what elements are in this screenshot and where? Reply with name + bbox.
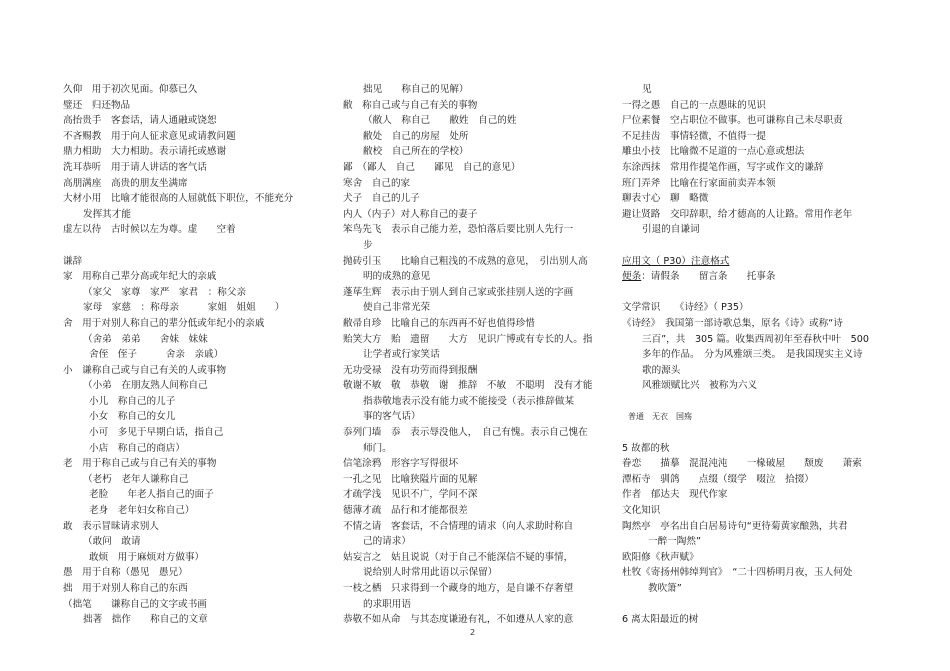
- text-line: 一孔之见 比喻狭隘片面的见解: [343, 473, 478, 485]
- text-line: （老朽 老年人谦称自己: [83, 473, 189, 485]
- text-line: 大材小用 比喻才能很高的人屈就低下职位，不能充分: [63, 193, 294, 205]
- text-line: 欧阳修《秋声赋》: [622, 551, 699, 563]
- text-line: 老身 老年妇女称自己）: [89, 505, 195, 517]
- text-line: 洗耳恭听 用于请人讲话的客气话: [63, 161, 207, 173]
- text-line: 聊表寸心 聊 略微: [622, 193, 709, 205]
- text-line: 步: [363, 239, 373, 251]
- text-line: 拙见 称自己的见解）: [363, 84, 469, 95]
- text-line: （拙笔 谦称自己的文字或书画: [63, 598, 207, 610]
- text-line: （小弟 在朋友熟人间称自己: [83, 380, 208, 392]
- text-line: 抛砖引玉 比喻自己粗浅的不成熟的意见， 引出别人高: [343, 255, 588, 267]
- text-line: 才疏学浅 见识不广，学问不深: [343, 489, 478, 501]
- text-line: 己的请求）: [363, 536, 411, 548]
- text-line: （敢问 敢请: [83, 536, 141, 548]
- text-line: 不足挂齿 事情轻微，不值得一提: [622, 130, 766, 142]
- text-line: 高朋满座 高贵的朋友坐满席: [63, 177, 188, 189]
- text-line: 小 谦称自己或与自己有关的人或事物: [63, 364, 227, 376]
- text-line: 不吝赐教 用于向人征求意见或请教问题: [63, 130, 236, 142]
- text-line: 无功受禄 没有功劳而得到报酬: [343, 364, 478, 376]
- text-line: 家母 家慈 ：称母亲 家姐 姐姐 ）: [83, 302, 285, 314]
- page-number: 2: [470, 628, 476, 637]
- text-line: 敬谢不敏 敬 恭敬 谢 推辞 不敏 不聪明 没有才能: [343, 380, 593, 392]
- text-line: 指恭敬地表示没有能力或不能接受（表示推辞做某: [363, 395, 575, 407]
- text-line: 教吹箫”: [648, 583, 682, 594]
- text-line: 敝帚自珍 比喻自己的东西再不好也值得珍惜: [343, 317, 535, 329]
- text-line: 谦辞: [63, 255, 83, 267]
- text-line: 内人（内子）对人称自己的妻子: [343, 208, 478, 220]
- text-line: 文化知识: [622, 505, 661, 517]
- text-line: （敝人 称自己 敝姓 自己的姓: [363, 115, 517, 127]
- text-line: 三百”，共 305 篇。收集西周初年至春秋中叶 500: [642, 333, 869, 345]
- text-line: 师门。: [363, 442, 392, 454]
- text-line: 敢 表示冒昧请求别人: [63, 520, 159, 532]
- text-line: 德薄才疏 品行和才能都很差: [343, 505, 468, 517]
- text-line: 拙 用于对别人称自己的东西: [63, 583, 188, 594]
- text-line: 见: [642, 84, 652, 95]
- text-line: 明的成熟的意见: [363, 271, 431, 283]
- text-line: 敝校 自己所在的学校）: [363, 146, 469, 158]
- text-line: 风雅颂赋比兴 被称为六义: [642, 380, 758, 392]
- text-line: 鼎力相助 大力相助。表示请托或感谢: [63, 146, 227, 158]
- text-line: 一枝之栖 只求得到一个藏身的地方，是自谦不存奢望: [343, 583, 574, 594]
- text-line: 6 离太阳最近的树: [622, 614, 699, 626]
- text-line: [622, 285, 902, 301]
- text-line: [63, 238, 313, 254]
- text-line: 小可 多见于早期白话，指自己: [89, 427, 224, 439]
- text-column-right: [622, 82, 902, 628]
- text-line: 敝处 自己的房屋 处所: [363, 130, 469, 142]
- text-line: 忝列门墙 忝 表示辱没他人， 自己有愧。表示自己愧在: [343, 427, 588, 439]
- text-line: 一得之愚 自己的一点愚昧的见识: [622, 99, 766, 111]
- text-line: 杜牧《寄扬州韩绰判官》 “二十四桥明月夜，玉人何处: [622, 567, 853, 579]
- text-line: 发挥其才能: [83, 208, 131, 220]
- text-line: 不情之请 客套话，不合情理的请求（向人求助时称自: [343, 520, 574, 532]
- text-line: 引退的自谦词: [642, 224, 700, 236]
- text-line: 陶然亭 亭名出自白居易诗句“更待菊黄家酿熟，共君: [622, 520, 848, 532]
- text-line: 东涂西抹 常用作提笔作画，写字或作文的谦辞: [622, 161, 824, 173]
- text-line: 使自己非常光荣: [363, 302, 431, 314]
- text-line: 小女 称自己的女儿: [89, 411, 176, 423]
- text-line: 老 用于称自己或与自己有关的事物: [63, 458, 217, 470]
- text-line: 拙著 拙作 称自己的文章: [83, 614, 208, 626]
- text-line: 文学常识 《诗经》（ P35）: [622, 302, 749, 314]
- text-line: 舍侄 侄子 舍亲 亲戚）: [89, 349, 224, 361]
- text-line: 让学者或行家笑话: [363, 349, 440, 361]
- text-line: 班门弄斧 比喻在行家面前卖弄本领: [622, 177, 776, 189]
- text-line: 普通 无衣 国殇: [628, 412, 692, 422]
- text-line: 应用文（ P30）注意格式: [622, 255, 730, 267]
- text-line: 潭柘寺 驯鸽 点缀（缀学 啜泣 拾掇）: [622, 473, 814, 485]
- text-column-middle: [343, 82, 603, 628]
- text-line: 事的客气话）: [363, 411, 421, 423]
- text-line: 贻笑大方 贻 遗留 大方 见识广博或有专长的人。指: [343, 333, 593, 345]
- text-line: 雕虫小技 比喻微不足道的一点心意或想法: [622, 146, 805, 158]
- text-line: 愚 用于自称（愚见 愚兄）: [63, 567, 188, 579]
- text-line: 犬子 自己的儿子: [343, 193, 420, 205]
- text-line: [622, 425, 902, 441]
- text-line: [622, 597, 902, 613]
- text-column-left: [63, 82, 313, 628]
- text-line: 敝 称自己或与自己有关的事物: [343, 99, 478, 111]
- text-line: 恭敬不如从命 与其态度谦逊有礼，不如遵从人家的意: [343, 614, 574, 626]
- text-line: [622, 238, 902, 254]
- text-line: 小店 称自己的商店）: [89, 442, 185, 454]
- text-line: （舍弟 弟弟 舍妹 妹妹: [83, 333, 208, 345]
- text-line: 《诗经》 我国第一部诗歌总集，原名《诗》或称“诗: [622, 317, 843, 329]
- text-line: 歌的源头: [642, 364, 681, 376]
- text-line: 作者 郁达夫 现代作家: [622, 489, 728, 501]
- text-line: 璧还 归还物品: [63, 99, 131, 111]
- text-line: 高抬贵手 客套话，请人通融或饶恕: [63, 115, 217, 127]
- text-line: （家父 家尊 家严 家君 ：称父亲: [83, 286, 247, 298]
- text-line: 避让贤路 交印辞职，给才德高的人让路。常用作老年: [622, 208, 853, 220]
- text-line: 小儿 称自己的儿子: [89, 395, 176, 407]
- text-line: 蓬荜生辉 表示由于别人到自己家或张挂别人送的字画: [343, 286, 574, 298]
- text-line: 笨鸟先飞 表示自己能力差，恐怕落后要比别人先行一: [343, 224, 574, 236]
- text-line: 家 用称自己辈分高或年纪大的亲戚: [63, 271, 217, 283]
- text-line: 说给别人时常用此语以示保留）: [363, 567, 498, 579]
- text-line: 多年的作品。 分为风雅颂三类。 是我国现实主义诗: [642, 349, 863, 361]
- text-line: 尸位素餐 空占职位不做事。也可谦称自己未尽职责: [622, 115, 843, 127]
- text-line: 虚左以待 古时候以左为尊。虚 空着: [63, 224, 236, 236]
- text-line: 敢烦 用于麻烦对方做事）: [89, 551, 205, 563]
- text-line: 久仰 用于初次见面。仰慕已久: [63, 84, 198, 95]
- text-line: [622, 394, 902, 410]
- text-line: 姑妄言之 姑且说说（对于自己不能深信不疑的事情，: [343, 551, 574, 563]
- text-line: 鄙 （鄙人 自己 鄙见 自己的意见）: [343, 161, 521, 173]
- text-line: 寒舍 自己的家: [343, 177, 411, 189]
- text-line: 5 故都的秋: [622, 442, 670, 454]
- text-line: 舍 用于对别人称自己的辈分低或年纪小的亲戚: [63, 317, 265, 329]
- text-line: 便条：请假条 留言条 托事条: [622, 271, 776, 283]
- text-line: 的求职用语: [363, 598, 411, 610]
- text-line: 信笔涂鸦 形容字写得很坏: [343, 458, 459, 470]
- text-line: 一醉一陶然”: [648, 536, 701, 548]
- underlined-term: 便条: [622, 271, 642, 283]
- text-line: 老脸 年老人指自己的面子: [89, 489, 214, 501]
- text-line: 眷恋 描摹 混混沌沌 一椽破屋 颓废 萧索: [622, 458, 862, 470]
